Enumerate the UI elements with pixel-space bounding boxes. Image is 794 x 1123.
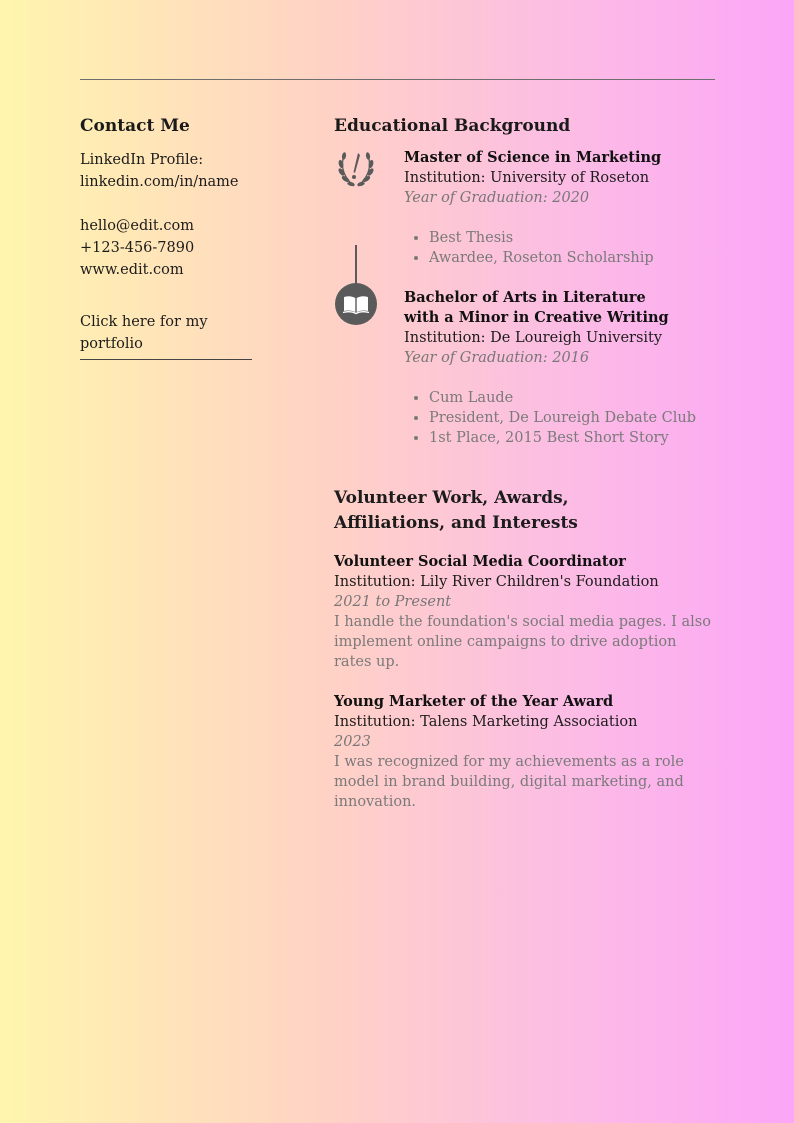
list-item: • 1st Place, 2015 Best Short Story (429, 428, 724, 448)
education-entry (334, 288, 724, 448)
education-timeline (334, 148, 724, 448)
website-link[interactable]: www.edit.com (80, 262, 184, 278)
volunteer-heading (334, 486, 724, 536)
role-description: I handle the foundation's social media pages. I also implement online campaigns to drive adoption rates up. (334, 614, 711, 670)
award-title: Young Marketer of the Year Award (334, 693, 614, 710)
main-column (334, 114, 724, 812)
laurel-icon (334, 146, 378, 190)
phone-number: +123-456-7890 (80, 240, 195, 256)
portfolio-link[interactable]: Click here for my portfolio (80, 311, 252, 360)
list-item: • Best Thesis (429, 228, 724, 248)
award-description: I was recognized for my achievements as a role model in brand building, digital marketing, and innovation. (334, 754, 684, 810)
book-icon (334, 282, 378, 326)
linkedin-url[interactable]: linkedin.com/in/name (80, 174, 239, 190)
volunteer-heading-line2: Affiliations, and Interests (334, 513, 578, 533)
contact-heading: Contact Me (80, 116, 190, 136)
volunteer-entry (334, 692, 724, 812)
honors-list (404, 388, 724, 448)
top-divider (80, 79, 715, 80)
award-institution: Institution: Talens Marketing Association (334, 714, 638, 730)
email-address[interactable]: hello@edit.com (80, 218, 194, 234)
education-entry (334, 148, 724, 268)
list-item: • Awardee, Roseton Scholarship (429, 248, 724, 268)
role-title: Volunteer Social Media Coordinator (334, 553, 626, 570)
role-date: 2021 to Present (334, 594, 452, 610)
degree-institution: Institution: De Loureigh University (404, 330, 663, 346)
list-item: • President, De Loureigh Debate Club (429, 408, 724, 428)
role-institution: Institution: Lily River Children's Foundation (334, 574, 659, 590)
degree-title-line2: with a Minor in Creative Writing (404, 309, 669, 326)
contact-section (80, 114, 300, 360)
list-item: • Cum Laude (429, 388, 724, 408)
linkedin-label: LinkedIn Profile: (80, 152, 204, 168)
degree-title: Master of Science in Marketing (404, 149, 662, 166)
degree-institution: Institution: University of Roseton (404, 170, 650, 186)
graduation-year: Year of Graduation: 2016 (404, 350, 590, 366)
award-date: 2023 (334, 734, 371, 750)
volunteer-entry (334, 552, 724, 672)
graduation-year: Year of Graduation: 2020 (404, 190, 590, 206)
education-heading: Educational Background (334, 116, 571, 136)
volunteer-heading-line1: Volunteer Work, Awards, (334, 488, 569, 508)
honors-list (404, 228, 724, 268)
degree-title-line1: Bachelor of Arts in Literature (404, 289, 646, 306)
